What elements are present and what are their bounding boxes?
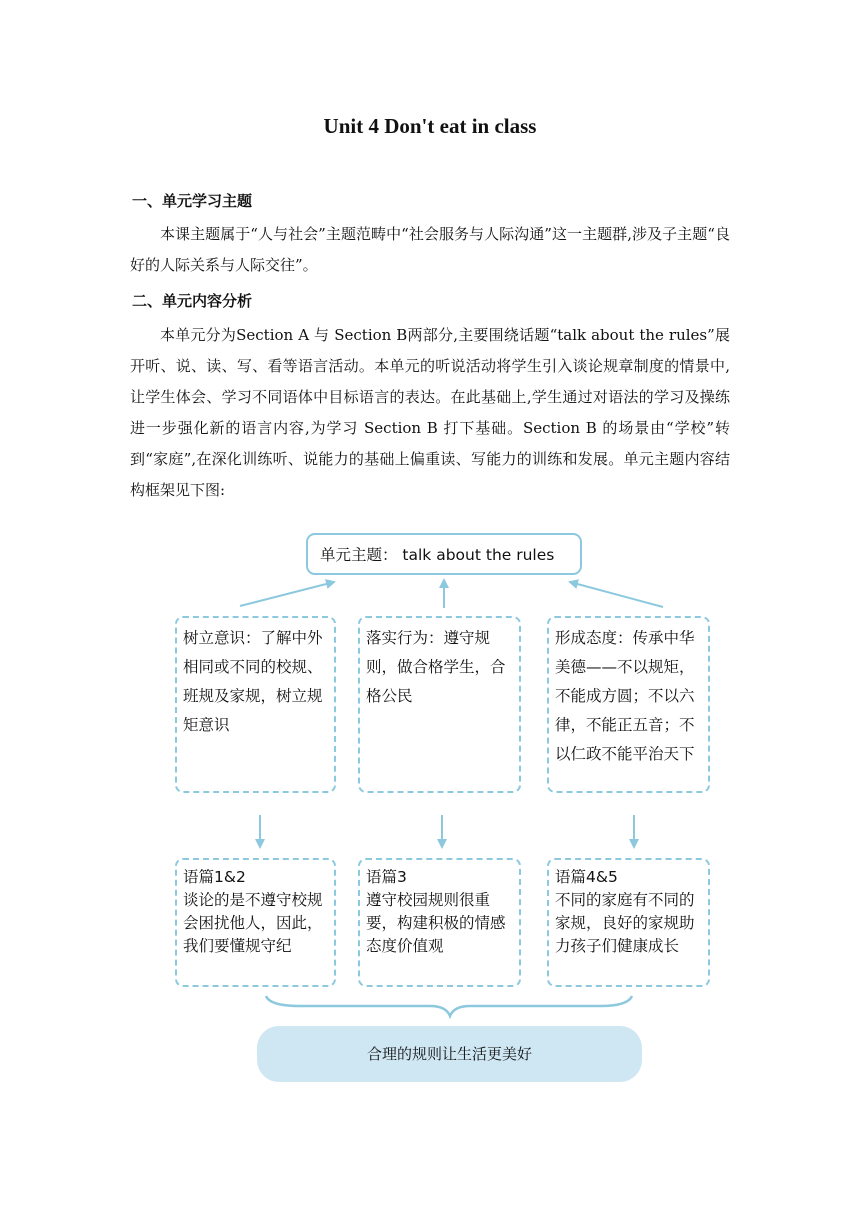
text-3-desc: 遵守校园规则很重要，构建积极的情感态度价值观 <box>366 891 506 955</box>
arrow-right-to-root <box>570 582 663 607</box>
diagram-behavior-node: 落实行为：遵守规则，做合格学生，合格公民 <box>358 616 521 793</box>
diagram-text-1-2-node <box>175 858 336 987</box>
section-heading-analysis: 二、单元内容分析 <box>132 292 253 310</box>
diagram-awareness-node: 树立意识：了解中外相同或不同的校规、班规及家规，树立规矩意识 <box>175 616 336 793</box>
section-heading-theme: 一、单元学习主题 <box>132 192 253 210</box>
text-4-5-title: 语篇4&5 <box>555 868 618 886</box>
text-3-title: 语篇3 <box>366 868 407 886</box>
diagram-conclusion: 合理的规则让生活更美好 <box>257 1026 642 1082</box>
text-1-2-desc: 谈论的是不遵守校规会困扰他人，因此，我们要懂规守纪 <box>183 891 323 955</box>
diagram-text-3-node <box>358 858 521 987</box>
analysis-paragraph-text: 本单元分为Section A 与 Section B两部分,主要围绕话题“talk about the rules”展开听、说、读、写、看等语言活动。本单元的听说活动将学生引入谈论规章制度的情景中,让学生体会、学习不同语体中目标语言的表达。在此基础上,学生通过对语法的学习及操练进一步强化新的语言内容,为学习 Section B 打下基础。Section B 的场景由“学校”转到“家庭”,在深化训练听、说能力的基础上偏重读、写能力的训练和发展。单元主题内容结构框架见下图: <box>130 326 730 499</box>
diagram-attitude-node: 形成态度：传承中华美德——不以规矩，不能成方圆；不以六律，不能正五音；不以仁政不能平治天下 <box>547 616 710 793</box>
text-4-5-desc: 不同的家庭有不同的家规，良好的家规助力孩子们健康成长 <box>555 891 695 955</box>
diagram-root-node: 单元主题： talk about the rules <box>306 533 582 575</box>
theme-paragraph-text: 本课主题属于“人与社会”主题范畴中“社会服务与人际沟通”这一主题群,涉及子主题“良好的人际关系与人际交往”。 <box>130 225 730 274</box>
page-title: Unit 4 Don't eat in class <box>323 114 537 138</box>
arrow-left-to-root <box>240 582 334 606</box>
diagram-text-4-5-node <box>547 858 710 987</box>
text-1-2-title: 语篇1&2 <box>183 868 246 886</box>
curly-brace <box>266 996 632 1016</box>
